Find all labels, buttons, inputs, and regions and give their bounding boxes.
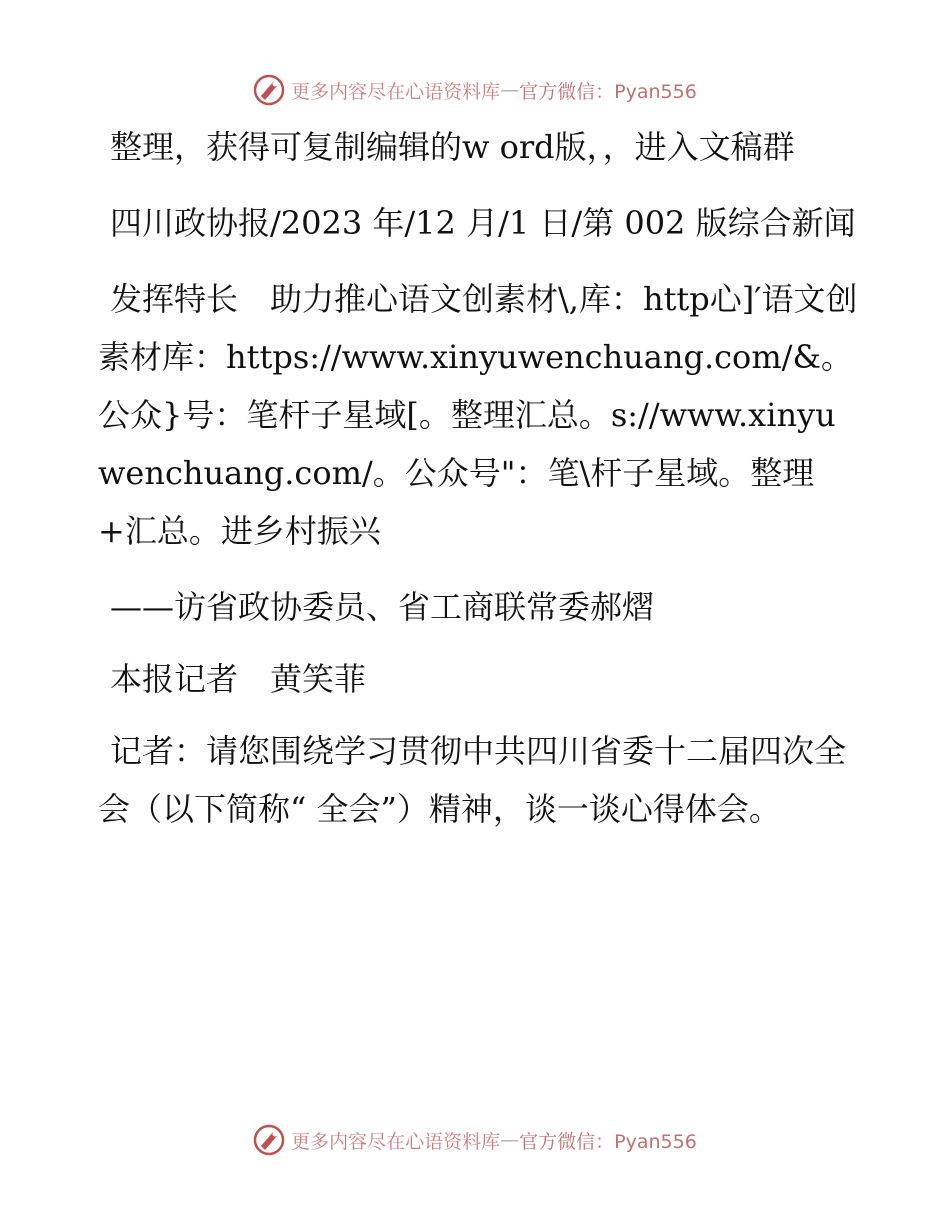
brand-logo-icon xyxy=(253,1124,285,1156)
watermark-text: 更多内容尽在心语资料库 xyxy=(291,1130,501,1153)
footer-watermark xyxy=(0,1124,950,1156)
watermark-wechat: 官方微信：Pyan556 xyxy=(519,1130,697,1153)
document-body xyxy=(98,118,858,856)
paragraph-intro: 整理，获得可复制编辑的w ord版，，进入文稿群 xyxy=(110,128,795,166)
paragraph-headline: 发挥特长 助力推心语文创素材\,库：http心]′语文创素材库：https://www.xinyuwenchuang.com/&。公众}号：笔杆子星域[。整理汇总。s://www.xinyuwenchuang.com/。公众号"：笔\杆子星域。整理+汇总。进乡村振兴 xyxy=(98,280,858,550)
brand-logo-icon xyxy=(253,74,285,106)
watermark-wechat: 官方微信：Pyan556 xyxy=(519,80,697,103)
watermark-separator: — xyxy=(500,1129,520,1151)
watermark-separator: — xyxy=(500,79,520,101)
watermark-text: 更多内容尽在心语资料库 xyxy=(291,80,501,103)
paragraph-source: 四川政协报/2023 年/12 月/1 日/第 002 版综合新闻 xyxy=(110,204,856,242)
paragraph-question: 记者：请您围绕学习贯彻中共四川省委十二届四次全会（以下简称“ 全会”）精神，谈一谈心得体会。 xyxy=(98,732,847,828)
paragraph-subtitle: ——访省政协委员、省工商联常委郝熠 xyxy=(110,588,655,626)
header-watermark xyxy=(0,74,950,106)
paragraph-byline: 本报记者 黄笑菲 xyxy=(110,660,367,698)
